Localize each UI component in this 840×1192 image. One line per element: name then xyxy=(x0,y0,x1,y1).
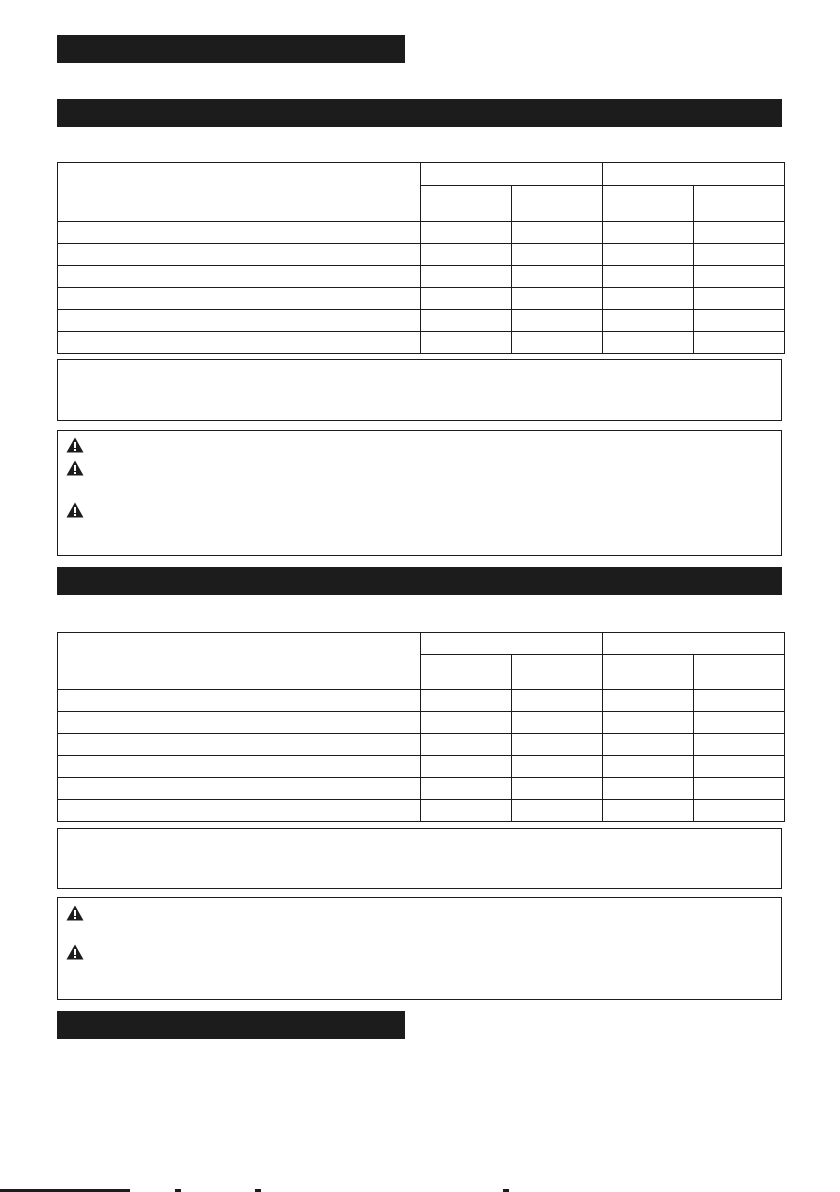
warning-triangle-icon xyxy=(66,502,84,518)
warning-box-1 xyxy=(57,430,782,556)
table-row xyxy=(58,800,785,822)
table-subheader xyxy=(421,186,512,222)
table-subheader xyxy=(512,186,603,222)
table-row xyxy=(58,288,785,310)
section-heading-bar-2 xyxy=(57,567,782,595)
heading-bar-noise xyxy=(57,35,405,63)
table-row xyxy=(58,690,785,712)
table-header-group-2 xyxy=(603,163,785,186)
table-header-group-1 xyxy=(421,163,603,186)
table-header-mode xyxy=(58,633,421,690)
table-row xyxy=(58,778,785,800)
table-row xyxy=(58,310,785,332)
note-box-2 xyxy=(57,828,782,889)
section-heading-bar-1 xyxy=(57,99,782,127)
warning-triangle-icon xyxy=(66,944,84,960)
table-row xyxy=(58,266,785,288)
heading-bar-declaration xyxy=(57,1011,405,1039)
table-subheader xyxy=(512,655,603,690)
table-subheader xyxy=(694,186,785,222)
vibration-table-1 xyxy=(57,162,785,354)
table-header-mode xyxy=(58,163,421,222)
table-row xyxy=(58,244,785,266)
table-row xyxy=(58,756,785,778)
table-row xyxy=(58,222,785,244)
vibration-table-2 xyxy=(57,632,785,822)
warning-triangle-icon xyxy=(66,437,84,453)
table-subheader xyxy=(694,655,785,690)
table-row xyxy=(58,734,785,756)
table-header-group-1 xyxy=(421,633,603,655)
note-box-1 xyxy=(57,359,782,421)
table-row xyxy=(58,332,785,354)
table-subheader xyxy=(421,655,512,690)
table-header-group-2 xyxy=(603,633,785,655)
table-subheader xyxy=(603,186,694,222)
table-subheader xyxy=(603,655,694,690)
warning-triangle-icon xyxy=(66,905,84,921)
warning-box-2 xyxy=(57,897,782,1000)
warning-triangle-icon xyxy=(66,460,84,476)
table-row xyxy=(58,712,785,734)
